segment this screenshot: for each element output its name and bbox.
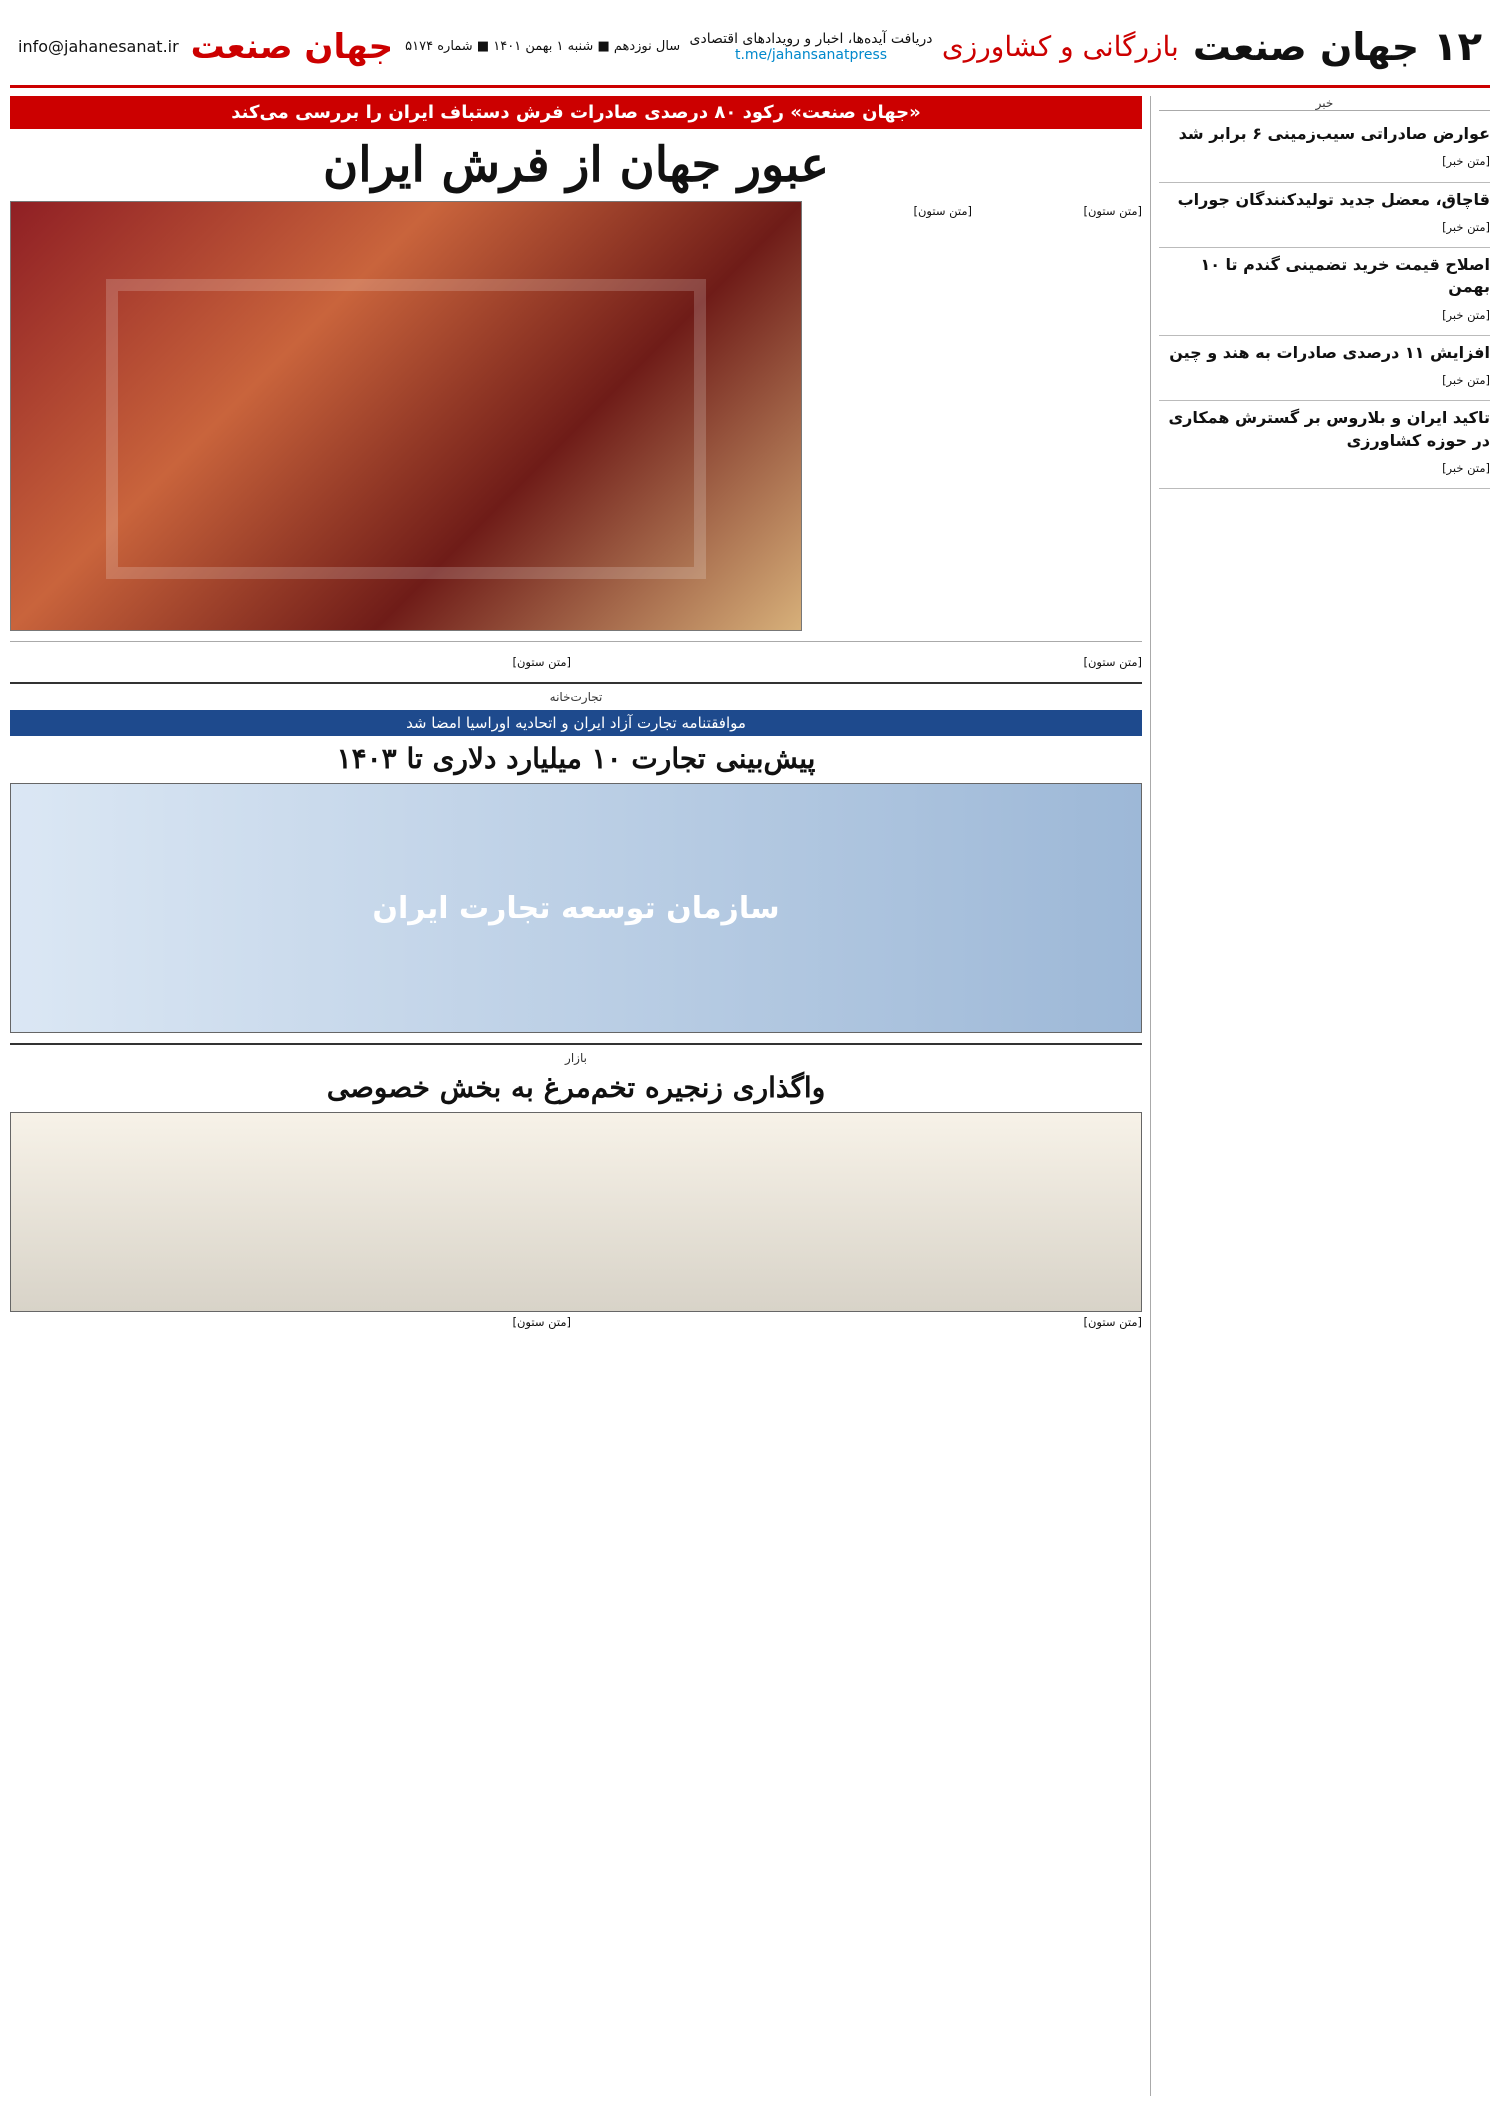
egg-image <box>10 1112 1142 1312</box>
news-text: [متن خبر] <box>1442 219 1490 234</box>
news-title: افزایش ۱۱ درصدی صادرات به هند و چین <box>1169 342 1490 362</box>
brand: جهان صنعت <box>1192 24 1420 69</box>
page-layout <box>10 96 1490 2096</box>
news-title: قاچاق، معضل جدید تولیدکنندگان جوراب <box>1177 189 1490 209</box>
news-text: [متن خبر] <box>1442 461 1490 476</box>
news-text: [متن خبر] <box>1442 373 1490 388</box>
feature-text-columns <box>812 201 1142 631</box>
news-item <box>1159 336 1490 402</box>
egg-text-2: [متن ستون] <box>512 1315 571 1330</box>
egg-label: بازار <box>565 1051 587 1066</box>
masthead-left <box>18 27 680 67</box>
issue-meta: سال نوزدهم ■ شنبه ۱ بهمن ۱۴۰۱ ■ شماره ۵۱۷۴ <box>405 39 681 54</box>
egg-title: واگذاری زنجیره تخم‌مرغ به بخش خصوصی <box>326 1071 826 1105</box>
secondary-text <box>10 652 1142 672</box>
news-item <box>1159 117 1490 183</box>
trade-box <box>10 682 1142 1033</box>
egg-text-1: [متن ستون] <box>1083 1315 1142 1330</box>
news-text: [متن خبر] <box>1442 307 1490 322</box>
section-title: بازرگانی و کشاورزی <box>941 30 1179 63</box>
secondary-text-2: [متن ستون] <box>512 655 571 669</box>
news-column <box>1150 96 1490 2096</box>
news-title: اصلاح قیمت خرید تضمینی گندم تا ۱۰ بهمن <box>1200 255 1490 297</box>
main-content <box>10 96 1142 2096</box>
feature-body <box>10 201 1142 631</box>
masthead <box>10 8 1490 88</box>
news-item <box>1159 401 1490 489</box>
feature-text-1: [متن ستون] <box>1083 204 1142 218</box>
trade-label: تجارت‌خانه <box>549 690 603 705</box>
feature-text-2: [متن ستون] <box>913 204 972 218</box>
secondary-text-1: [متن ستون] <box>1083 655 1142 669</box>
feature-title: عبور جهان از فرش ایران <box>323 137 829 193</box>
news-text: [متن خبر] <box>1442 154 1490 169</box>
masthead-right <box>942 24 1482 70</box>
telegram-handle[interactable]: t.me/jahansanatpress <box>734 46 888 63</box>
newspaper-logo: جهان صنعت <box>190 26 394 67</box>
feature-kicker: «جهان صنعت» رکود ۸۰ درصدی صادرات فرش دستباف ایران را بررسی می‌کند <box>10 96 1142 129</box>
news-title: تاکید ایران و بلاروس بر گسترش همکاری در حوزه کشاورزی <box>1168 408 1490 450</box>
feature-story <box>10 96 1142 642</box>
news-label: خبر <box>1159 96 1490 111</box>
egg-box <box>10 1043 1142 1332</box>
telegram-label: دریافت آیده‌ها، اخبار و رویدادهای اقتصادی <box>689 30 933 47</box>
trade-image: سازمان توسعه تجارت ایران <box>10 783 1142 1033</box>
news-title: عوارض صادراتی سیب‌زمینی ۶ برابر شد <box>1178 124 1490 143</box>
trade-banner: موافقتنامه تجارت آزاد ایران و اتحادیه اوراسیا امضا شد <box>10 710 1142 736</box>
news-item <box>1159 183 1490 249</box>
egg-text-columns <box>10 1312 1142 1332</box>
page-number: ۱۲ <box>1433 23 1482 70</box>
carpet-photo <box>10 201 802 631</box>
email-link[interactable]: info@jahanesanat.ir <box>18 37 179 56</box>
news-item <box>1159 248 1490 336</box>
trade-title: پیش‌بینی تجارت ۱۰ میلیارد دلاری تا ۱۴۰۳ <box>336 742 816 776</box>
telegram-box <box>690 31 933 63</box>
